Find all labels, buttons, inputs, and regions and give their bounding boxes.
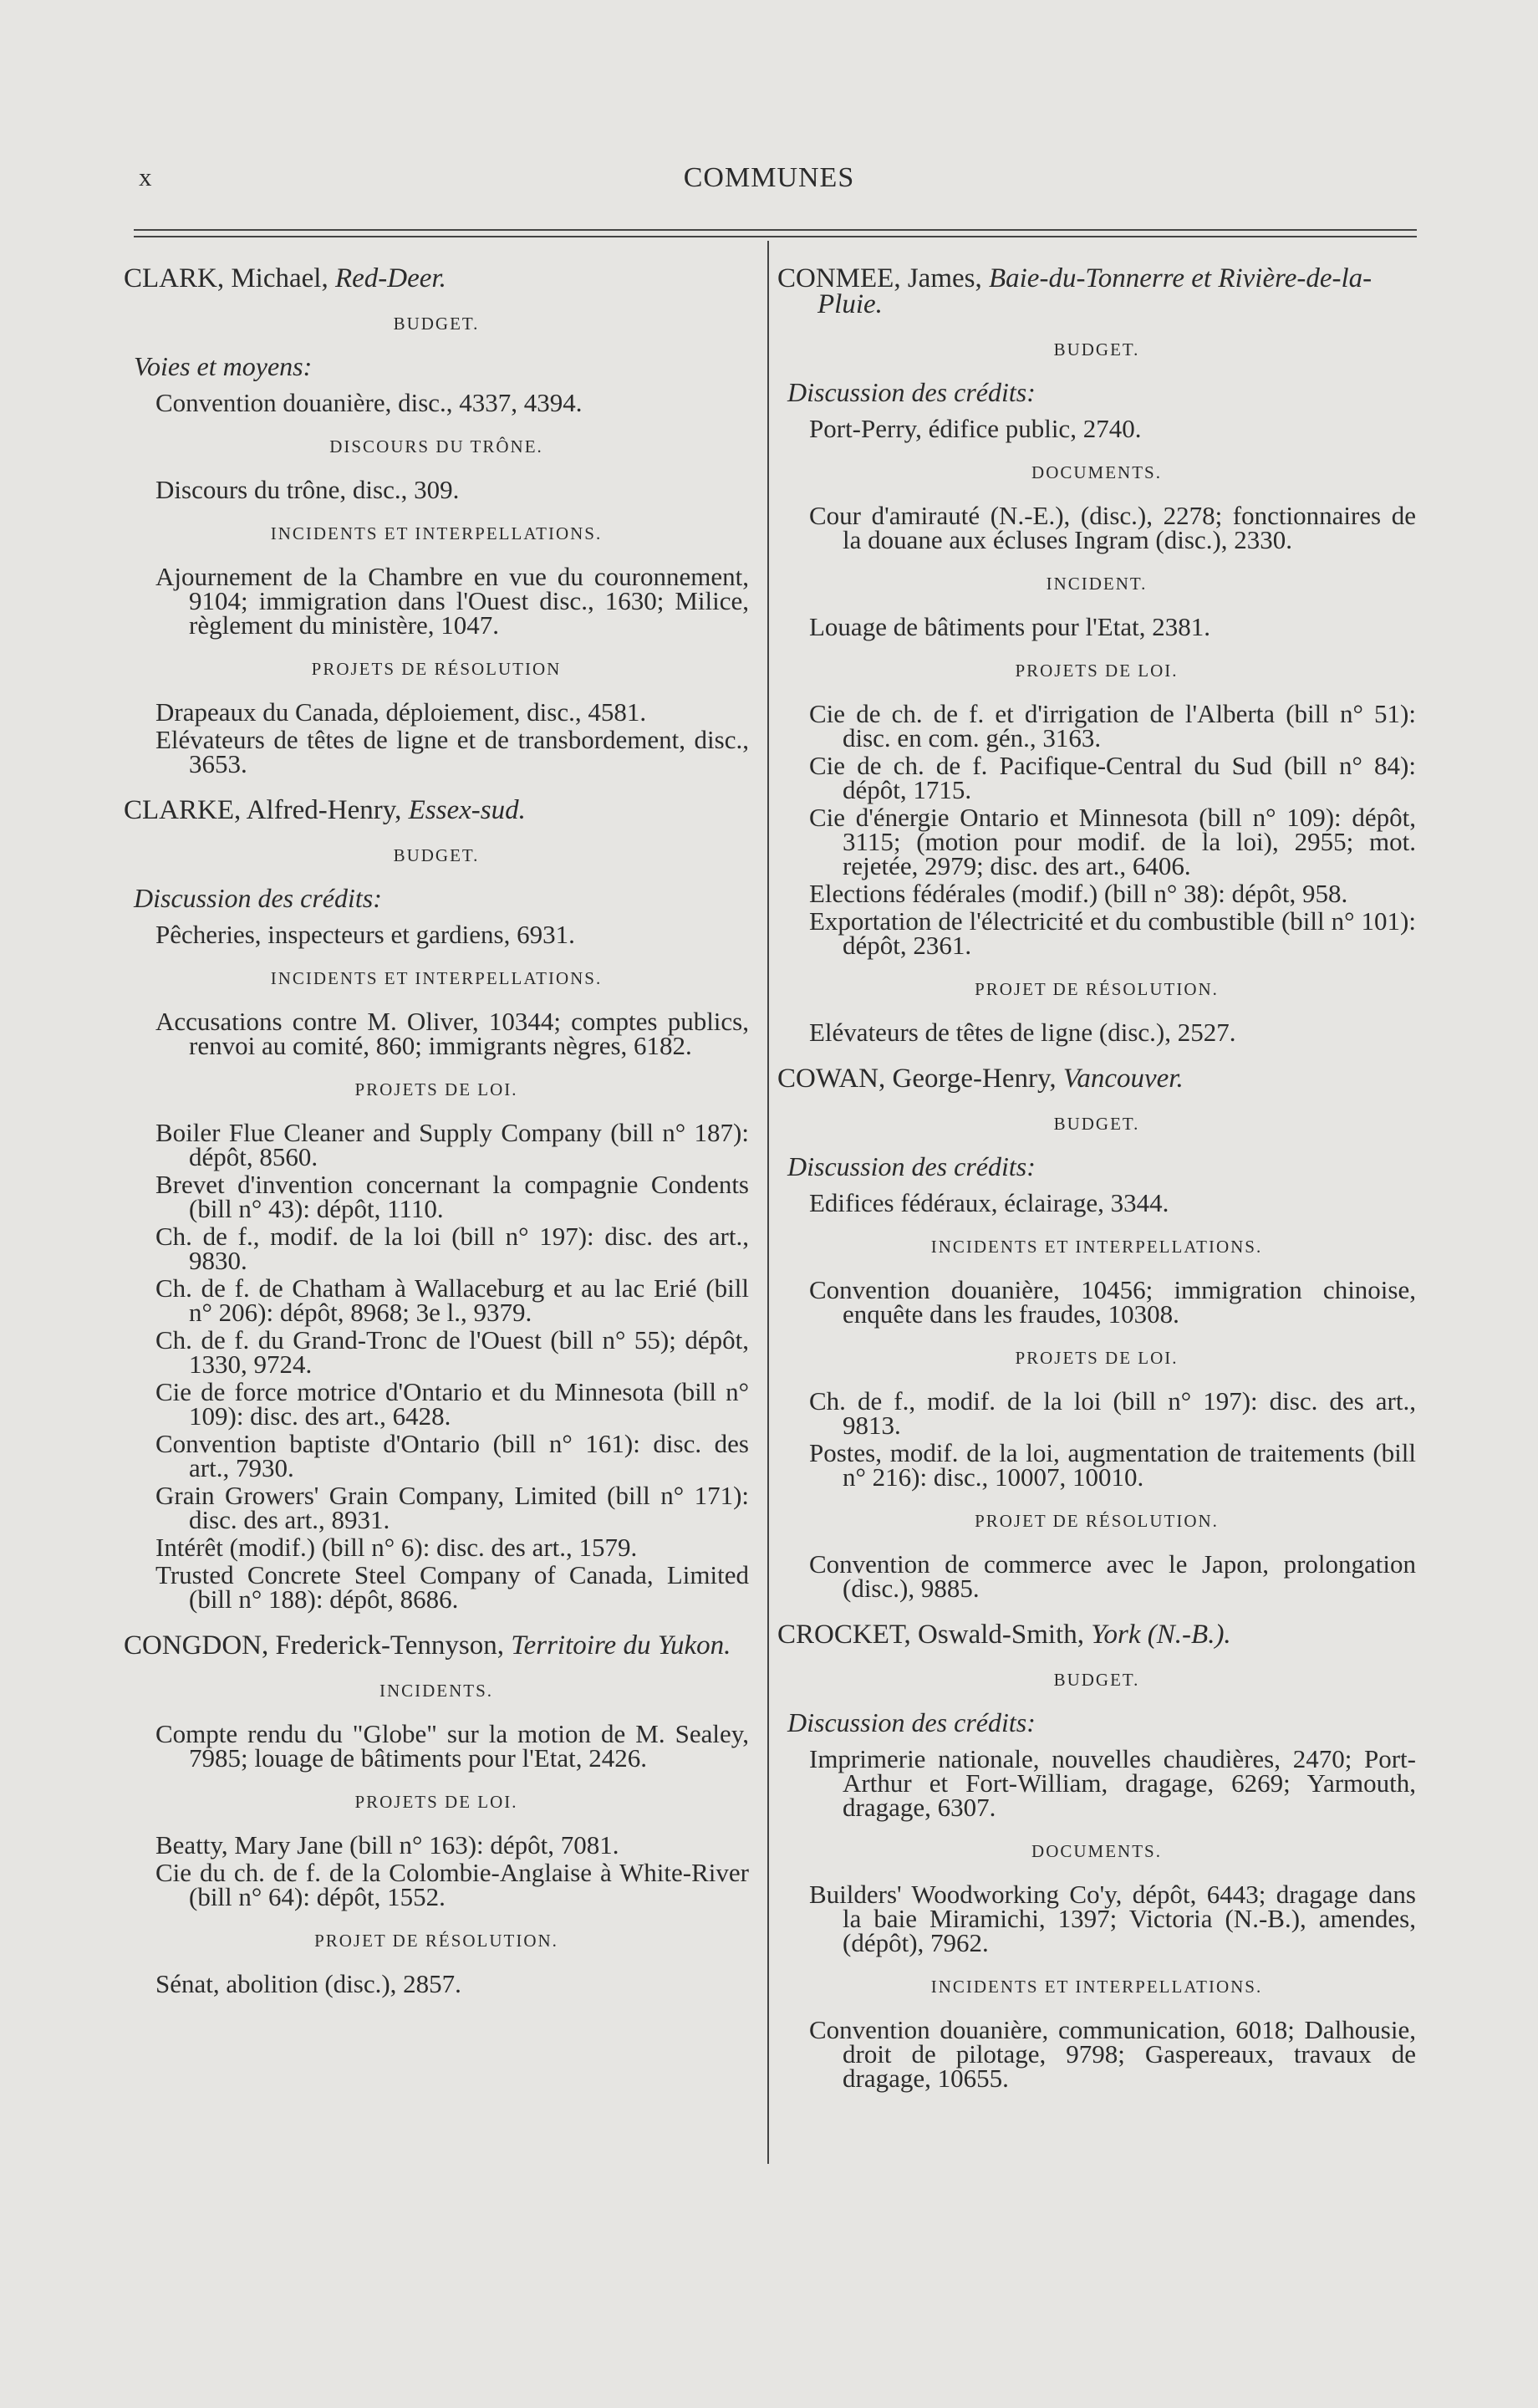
section-heading: INCIDENTS ET INTERPELLATIONS. <box>270 523 603 543</box>
section-heading: INCIDENTS ET INTERPELLATIONS. <box>930 1977 1263 1997</box>
member-name: CROCKET, Oswald-Smith, <box>777 1620 1084 1650</box>
section-heading: PROJETS DE LOI. <box>1015 661 1179 681</box>
section-heading: INCIDENTS ET INTERPELLATIONS. <box>930 1237 1263 1257</box>
section-heading: PROJET DE RÉSOLUTION. <box>314 1931 558 1951</box>
page-number: x <box>139 162 152 191</box>
left-column <box>124 263 749 1999</box>
index-entry: Ch. de f. de Chatham à Wallaceburg et au lac Erié (bill n° 206): dépôt, 8968; 3e l., 9379. <box>155 1273 749 1327</box>
index-entry: Brevet d'invention concernant la compagnie Condents (bill n° 43): dépôt, 1110. <box>155 1170 749 1223</box>
index-entry: Port-Perry, édifice public, 2740. <box>809 414 1142 443</box>
index-entry: Exportation de l'électricité et du combustible (bill n° 101): dépôt, 2361. <box>809 906 1416 960</box>
index-entry: Boiler Flue Cleaner and Supply Company (bill n° 187): dépôt, 8560. <box>155 1118 749 1171</box>
index-entry: Ch. de f. du Grand-Tronc de l'Ouest (bill n° 55); dépôt, 1330, 9724. <box>155 1325 749 1379</box>
index-entry: Cie de ch. de f. et d'irrigation de l'Alberta (bill n° 51): disc. en com. gén., 3163. <box>809 699 1416 752</box>
member-name: CLARKE, Alfred-Henry, <box>124 795 402 825</box>
section-heading: PROJET DE RÉSOLUTION. <box>975 979 1219 999</box>
riding: Territoire du Yukon. <box>511 1630 731 1661</box>
subheading: Discussion des crédits: <box>787 377 1036 407</box>
member-name-congdon <box>124 1630 749 1661</box>
section-heading: DOCUMENTS. <box>1031 462 1162 482</box>
index-entry: Discours du trône, disc., 309. <box>155 475 460 504</box>
index-entry: Edifices fédéraux, éclairage, 3344. <box>809 1188 1169 1217</box>
index-entry: Elévateurs de têtes de ligne et de transbordement, disc., 3653. <box>155 725 749 778</box>
right-column <box>777 263 1416 2094</box>
index-entry: Drapeaux du Canada, déploiement, disc., 4581. <box>155 697 647 727</box>
subheading: Voies et moyens: <box>134 351 313 381</box>
header-rule-double <box>134 236 1417 237</box>
index-entry: Accusations contre M. Oliver, 10344; comptes publics, renvoi au comité, 860; immigrants nègres, 6182. <box>155 1007 749 1060</box>
section-heading: PROJET DE RÉSOLUTION. <box>975 1511 1219 1531</box>
member-name: CONGDON, Frederick-Tennyson, <box>124 1630 505 1661</box>
index-entry: Ch. de f., modif. de la loi (bill n° 197): disc. des art., 9830. <box>155 1222 749 1275</box>
member-name: COWAN, George-Henry, <box>777 1064 1057 1094</box>
index-entry: Intérêt (modif.) (bill n° 6): disc. des art., 1579. <box>155 1533 638 1562</box>
index-entry: Builders' Woodworking Co'y, dépôt, 6443; dragage dans la baie Miramichi, 1397; Victoria (N.-B.), amendes, (dépôt), 7962. <box>809 1880 1416 1957</box>
section-heading: BUDGET. <box>393 845 480 865</box>
index-entry: Cie du ch. de f. de la Colombie-Anglaise à White-River (bill n° 64): dépôt, 1552. <box>155 1858 749 1911</box>
riding: Vancouver. <box>1062 1064 1184 1094</box>
section-heading: PROJETS DE RÉSOLUTION <box>311 659 562 679</box>
index-entry: Convention douanière, disc., 4337, 4394. <box>155 388 583 417</box>
riding: York (N.-B.). <box>1091 1620 1231 1650</box>
running-head: COMMUNES <box>683 162 855 193</box>
index-entry: Elections fédérales (modif.) (bill n° 38): dépôt, 958. <box>809 879 1348 908</box>
section-heading: BUDGET. <box>1053 339 1140 360</box>
index-entry: Grain Growers' Grain Company, Limited (bill n° 171): disc. des art., 8931. <box>155 1481 749 1534</box>
section-heading: DISCOURS DU TRÔNE. <box>329 436 543 457</box>
index-entry: Trusted Concrete Steel Company of Canada, Limited (bill n° 188): dépôt, 8686. <box>155 1560 749 1614</box>
section-heading: PROJETS DE LOI. <box>354 1792 518 1812</box>
index-entry: Pêcheries, inspecteurs et gardiens, 6931. <box>155 920 575 949</box>
riding: Red-Deer. <box>334 263 446 293</box>
member-name: CONMEE, James, <box>777 263 982 293</box>
riding: Essex-sud. <box>408 795 526 825</box>
member-name-clark <box>124 263 749 293</box>
section-heading: BUDGET. <box>1053 1670 1140 1690</box>
index-entry: Sénat, abolition (disc.), 2857. <box>155 1969 461 1998</box>
index-entry: Ch. de f., modif. de la loi (bill n° 197): disc. des art., 9813. <box>809 1386 1416 1440</box>
riding: Baie-du-Tonnerre et Rivière-de-la-Pluie. <box>817 263 1372 319</box>
section-heading: DOCUMENTS. <box>1031 1841 1162 1861</box>
section-heading: INCIDENT. <box>1046 574 1148 594</box>
index-entry: Cie d'énergie Ontario et Minnesota (bill n° 109): dépôt, 3115; (motion pour modif. de la loi), 2955; mot. rejetée, 2979; disc. des art., 6406. <box>809 803 1416 880</box>
index-entry: Cour d'amirauté (N.-E.), (disc.), 2278; fonctionnaires de la douane aux écluses Ingram (disc.), 2330. <box>809 501 1416 554</box>
index-entry: Convention douanière, communication, 6018; Dalhousie, droit de pilotage, 9798; Gaspereaux, travaux de dragage, 10655. <box>809 2015 1416 2093</box>
member-name: CLARK, Michael, <box>124 263 328 293</box>
index-entry: Louage de bâtiments pour l'Etat, 2381. <box>809 612 1210 641</box>
section-heading: PROJETS DE LOI. <box>1015 1348 1179 1368</box>
index-entry: Ajournement de la Chambre en vue du couronnement, 9104; immigration dans l'Ouest disc., 1630; Milice, règlement du ministère, 1047. <box>155 562 749 640</box>
index-entry: Convention de commerce avec le Japon, prolongation (disc.), 9885. <box>809 1549 1416 1603</box>
section-heading: INCIDENTS ET INTERPELLATIONS. <box>270 968 603 988</box>
subheading: Discussion des crédits: <box>134 883 382 913</box>
member-name-crocket <box>777 1622 1416 1648</box>
index-entry: Cie de force motrice d'Ontario et du Minnesota (bill n° 109): disc. des art., 6428. <box>155 1377 749 1431</box>
section-heading: INCIDENTS. <box>379 1681 494 1701</box>
header-rule <box>134 229 1417 231</box>
member-name-clarke <box>124 795 749 825</box>
member-name-conmee <box>777 263 1416 319</box>
subheading: Discussion des crédits: <box>787 1707 1036 1737</box>
section-heading: PROJETS DE LOI. <box>354 1079 518 1099</box>
index-entry: Compte rendu du "Globe" sur la motion de M. Sealey, 7985; louage de bâtiments pour l'Etat, 2426. <box>155 1719 749 1773</box>
member-name-cowan <box>777 1066 1416 1092</box>
index-entry: Elévateurs de têtes de ligne (disc.), 2527. <box>809 1018 1236 1047</box>
index-entry: Convention baptiste d'Ontario (bill n° 161): disc. des art., 7930. <box>155 1429 749 1482</box>
column-divider <box>767 241 769 2164</box>
section-heading: BUDGET. <box>393 314 480 334</box>
index-entry: Imprimerie nationale, nouvelles chaudières, 2470; Port-Arthur et Fort-William, dragage, 6269; Yarmouth, dragage, 6307. <box>809 1744 1416 1822</box>
index-entry: Convention douanière, 10456; immigration chinoise, enquête dans les fraudes, 10308. <box>809 1275 1416 1329</box>
index-entry: Beatty, Mary Jane (bill n° 163): dépôt, 7081. <box>155 1830 619 1860</box>
index-entry: Cie de ch. de f. Pacifique-Central du Sud (bill n° 84): dépôt, 1715. <box>809 751 1416 804</box>
index-entry: Postes, modif. de la loi, augmentation de traitements (bill n° 216): disc., 10007, 10010. <box>809 1438 1416 1492</box>
section-heading: BUDGET. <box>1053 1114 1140 1134</box>
subheading: Discussion des crédits: <box>787 1151 1036 1181</box>
